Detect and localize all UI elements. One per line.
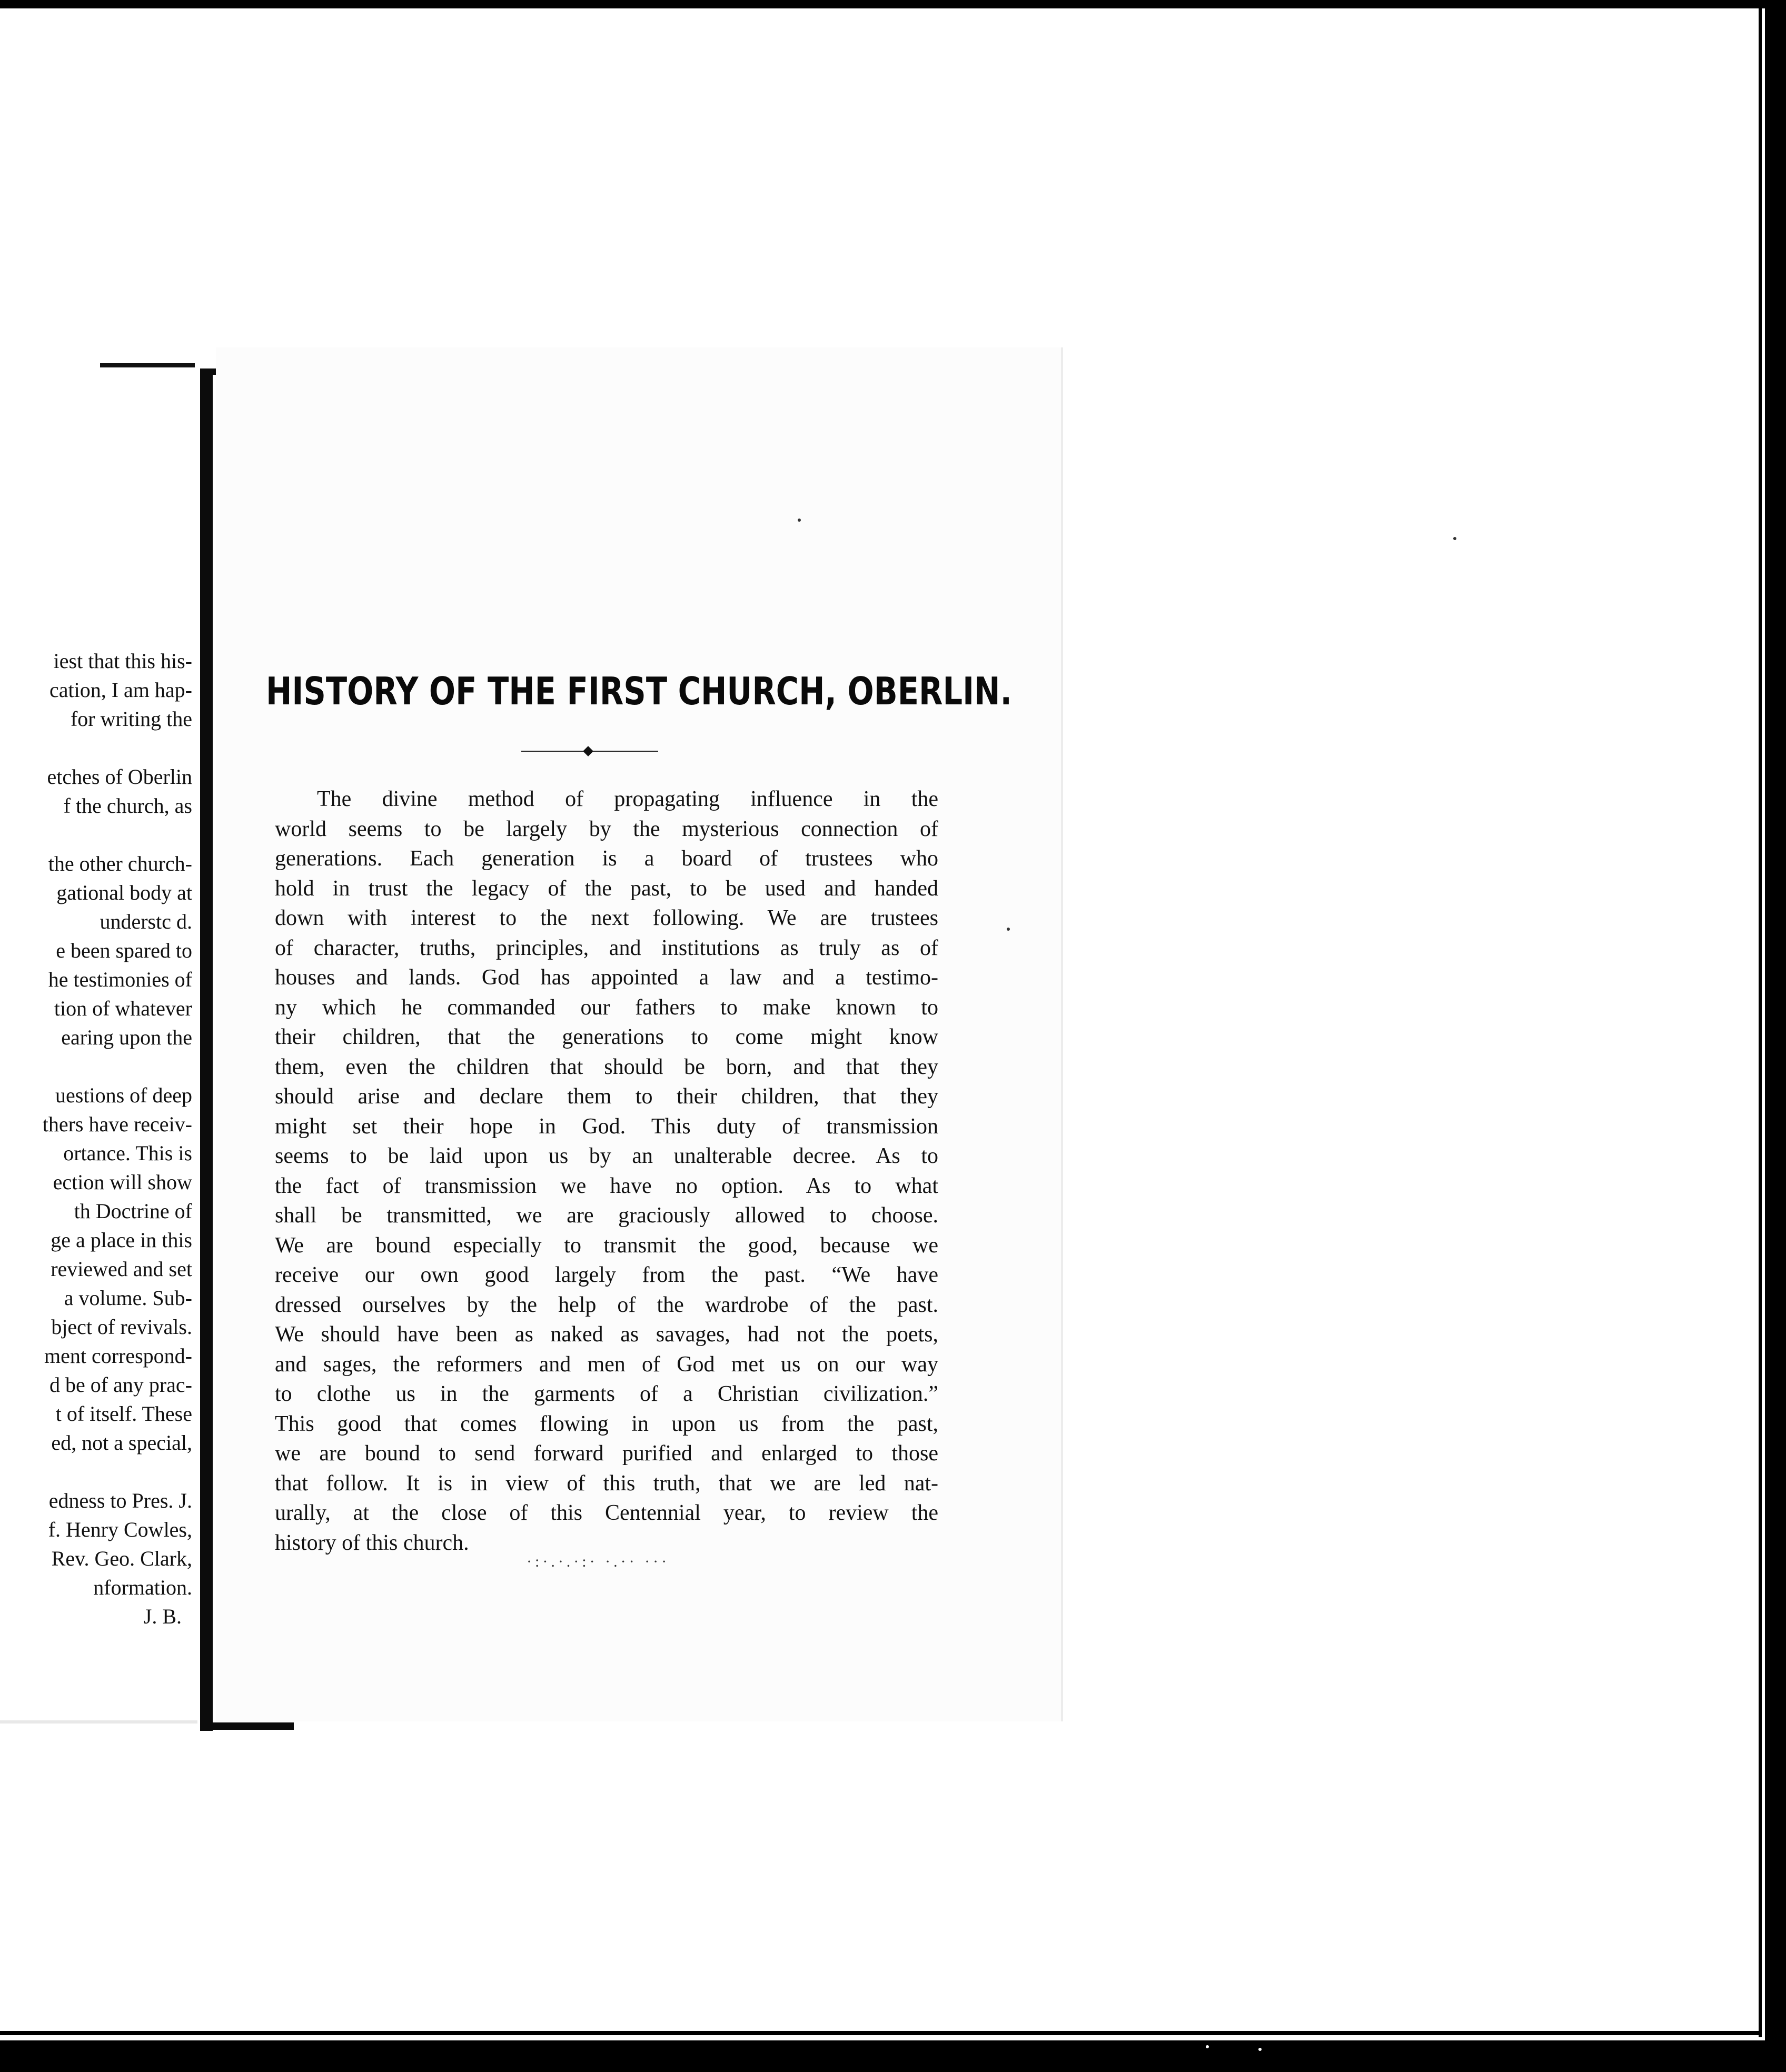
body-paragraph: [275, 784, 938, 1558]
left-line: a volume. Sub-: [64, 1286, 192, 1310]
left-line: iest that this his-: [53, 649, 192, 673]
left-line: for writing the: [70, 707, 192, 731]
film-border-right-inner: [1759, 5, 1762, 2037]
book-binding: [200, 373, 213, 1731]
paragraph-line: We are bound especially to transmit the good, because we: [275, 1233, 938, 1258]
left-line: f. Henry Cowles,: [48, 1518, 192, 1541]
main-page: [216, 347, 1063, 1721]
paragraph-line: down with interest to the next following. We are trustees: [275, 906, 938, 930]
paragraph-line: should arise and declare them to their children, that they: [275, 1084, 938, 1109]
paragraph-line: generations. Each generation is a board of trustees who: [275, 846, 938, 871]
left-line: bject of revivals.: [51, 1315, 192, 1339]
film-border-bottom-inner: [0, 2031, 1759, 2035]
paragraph-line: dressed ourselves by the help of the wardrobe of the past.: [275, 1292, 938, 1317]
paragraph-line: hold in trust the legacy of the past, to be used and handed: [275, 876, 938, 901]
left-line: nformation.: [93, 1576, 192, 1599]
left-line: uestions of deep: [55, 1083, 192, 1107]
paragraph-line: The divine method of propagating influence in the: [317, 787, 938, 811]
paragraph-line: This good that comes flowing in upon us from the past,: [275, 1411, 938, 1436]
scan-speck: [1007, 928, 1010, 931]
paragraph-line: of character, truths, principles, and institutions as truly as of: [275, 935, 938, 960]
paragraph-line: the fact of transmission we have no option. As to what: [275, 1173, 938, 1198]
left-line: ection will show: [53, 1170, 192, 1194]
paragraph-line: houses and lands. God has appointed a law and a testimo-: [275, 965, 938, 990]
left-line: e been spared to: [56, 939, 192, 962]
paragraph-line: seems to be laid upon us by an unalterable decree. As to: [275, 1144, 938, 1168]
film-border-bottom: [0, 2040, 1786, 2072]
title-ornament-rule: [521, 746, 658, 756]
left-line: tion of whatever: [54, 997, 192, 1020]
scan-speck: [798, 519, 801, 522]
film-border-top: [0, 0, 1786, 8]
paragraph-line: we are bound to send forward purified and enlarged to those: [275, 1441, 938, 1466]
left-page-fragment: [0, 363, 197, 1727]
left-line: Rev. Geo. Clark,: [51, 1547, 192, 1570]
left-line: ment correspond-: [44, 1344, 192, 1368]
scan-speck: [1258, 2048, 1262, 2051]
left-line: the other church-: [48, 852, 192, 875]
left-line-gap: [0, 1052, 192, 1081]
left-line: th Doctrine of: [74, 1199, 192, 1223]
page-title: HISTORY OF THE FIRST CHURCH, OBERLIN.: [266, 669, 1012, 713]
left-line: ortance. This is: [63, 1141, 192, 1165]
ornament-diamond-icon: [583, 746, 593, 756]
paragraph-line: We should have been as naked as savages, had not the poets,: [275, 1322, 938, 1347]
paragraph-line: shall be transmitted, we are graciously allowed to choose.: [275, 1203, 938, 1228]
paragraph-line: to clothe us in the garments of a Christian civilization.”: [275, 1382, 938, 1406]
left-line: t of itself. These: [55, 1402, 192, 1426]
paragraph-line: that follow. It is in view of this truth, that we are led nat-: [275, 1471, 938, 1496]
binding-bottom-cap: [210, 1722, 294, 1730]
ornament-line-left: [521, 751, 583, 752]
left-line: d be of any prac-: [49, 1373, 192, 1397]
left-page-text: [0, 646, 192, 1631]
left-signature: J. B.: [143, 1605, 182, 1628]
left-page-top-rule: [100, 363, 195, 367]
left-page-bottom-edge: [0, 1720, 197, 1724]
left-line: ge a place in this: [51, 1228, 192, 1252]
film-border-right: [1765, 0, 1786, 2072]
left-line: edness to Pres. J.: [48, 1489, 192, 1512]
paragraph-line: history of this church.: [275, 1530, 469, 1555]
paragraph-line: their children, that the generations to come might know: [275, 1025, 938, 1049]
left-line: he testimonies of: [48, 968, 192, 991]
scan-speck: [1206, 2045, 1209, 2048]
paragraph-line: urally, at the close of this Centennial year, to review the: [275, 1501, 938, 1525]
left-line: understc d.: [100, 910, 192, 933]
ornament-line-right: [593, 751, 658, 752]
left-line: reviewed and set: [51, 1257, 192, 1281]
ink-smudge-marks: ·:·.·.·:· ·.·· ···: [527, 1553, 670, 1570]
left-line: gational body at: [56, 881, 192, 904]
left-line-gap: [0, 1457, 192, 1486]
left-line: f the church, as: [63, 794, 192, 818]
left-line-gap: [0, 820, 192, 849]
left-line: earing upon the: [61, 1025, 192, 1049]
left-line: cation, I am hap-: [49, 678, 192, 702]
left-line-gap: [0, 733, 192, 762]
paragraph-line: receive our own good largely from the past. “We have: [275, 1263, 938, 1287]
scan-speck: [1453, 537, 1456, 540]
paragraph-line: ny which he commanded our fathers to make known to: [275, 995, 938, 1020]
paragraph-line: them, even the children that should be born, and that they: [275, 1054, 938, 1079]
left-line: etches of Oberlin: [47, 765, 192, 789]
left-line: thers have receiv-: [42, 1112, 192, 1136]
paragraph-line: might set their hope in God. This duty of transmission: [275, 1114, 938, 1139]
paragraph-line: and sages, the reformers and men of God met us on our way: [275, 1352, 938, 1377]
paragraph-line: world seems to be largely by the mysterious connection of: [275, 816, 938, 841]
left-line: ed, not a special,: [51, 1431, 192, 1455]
